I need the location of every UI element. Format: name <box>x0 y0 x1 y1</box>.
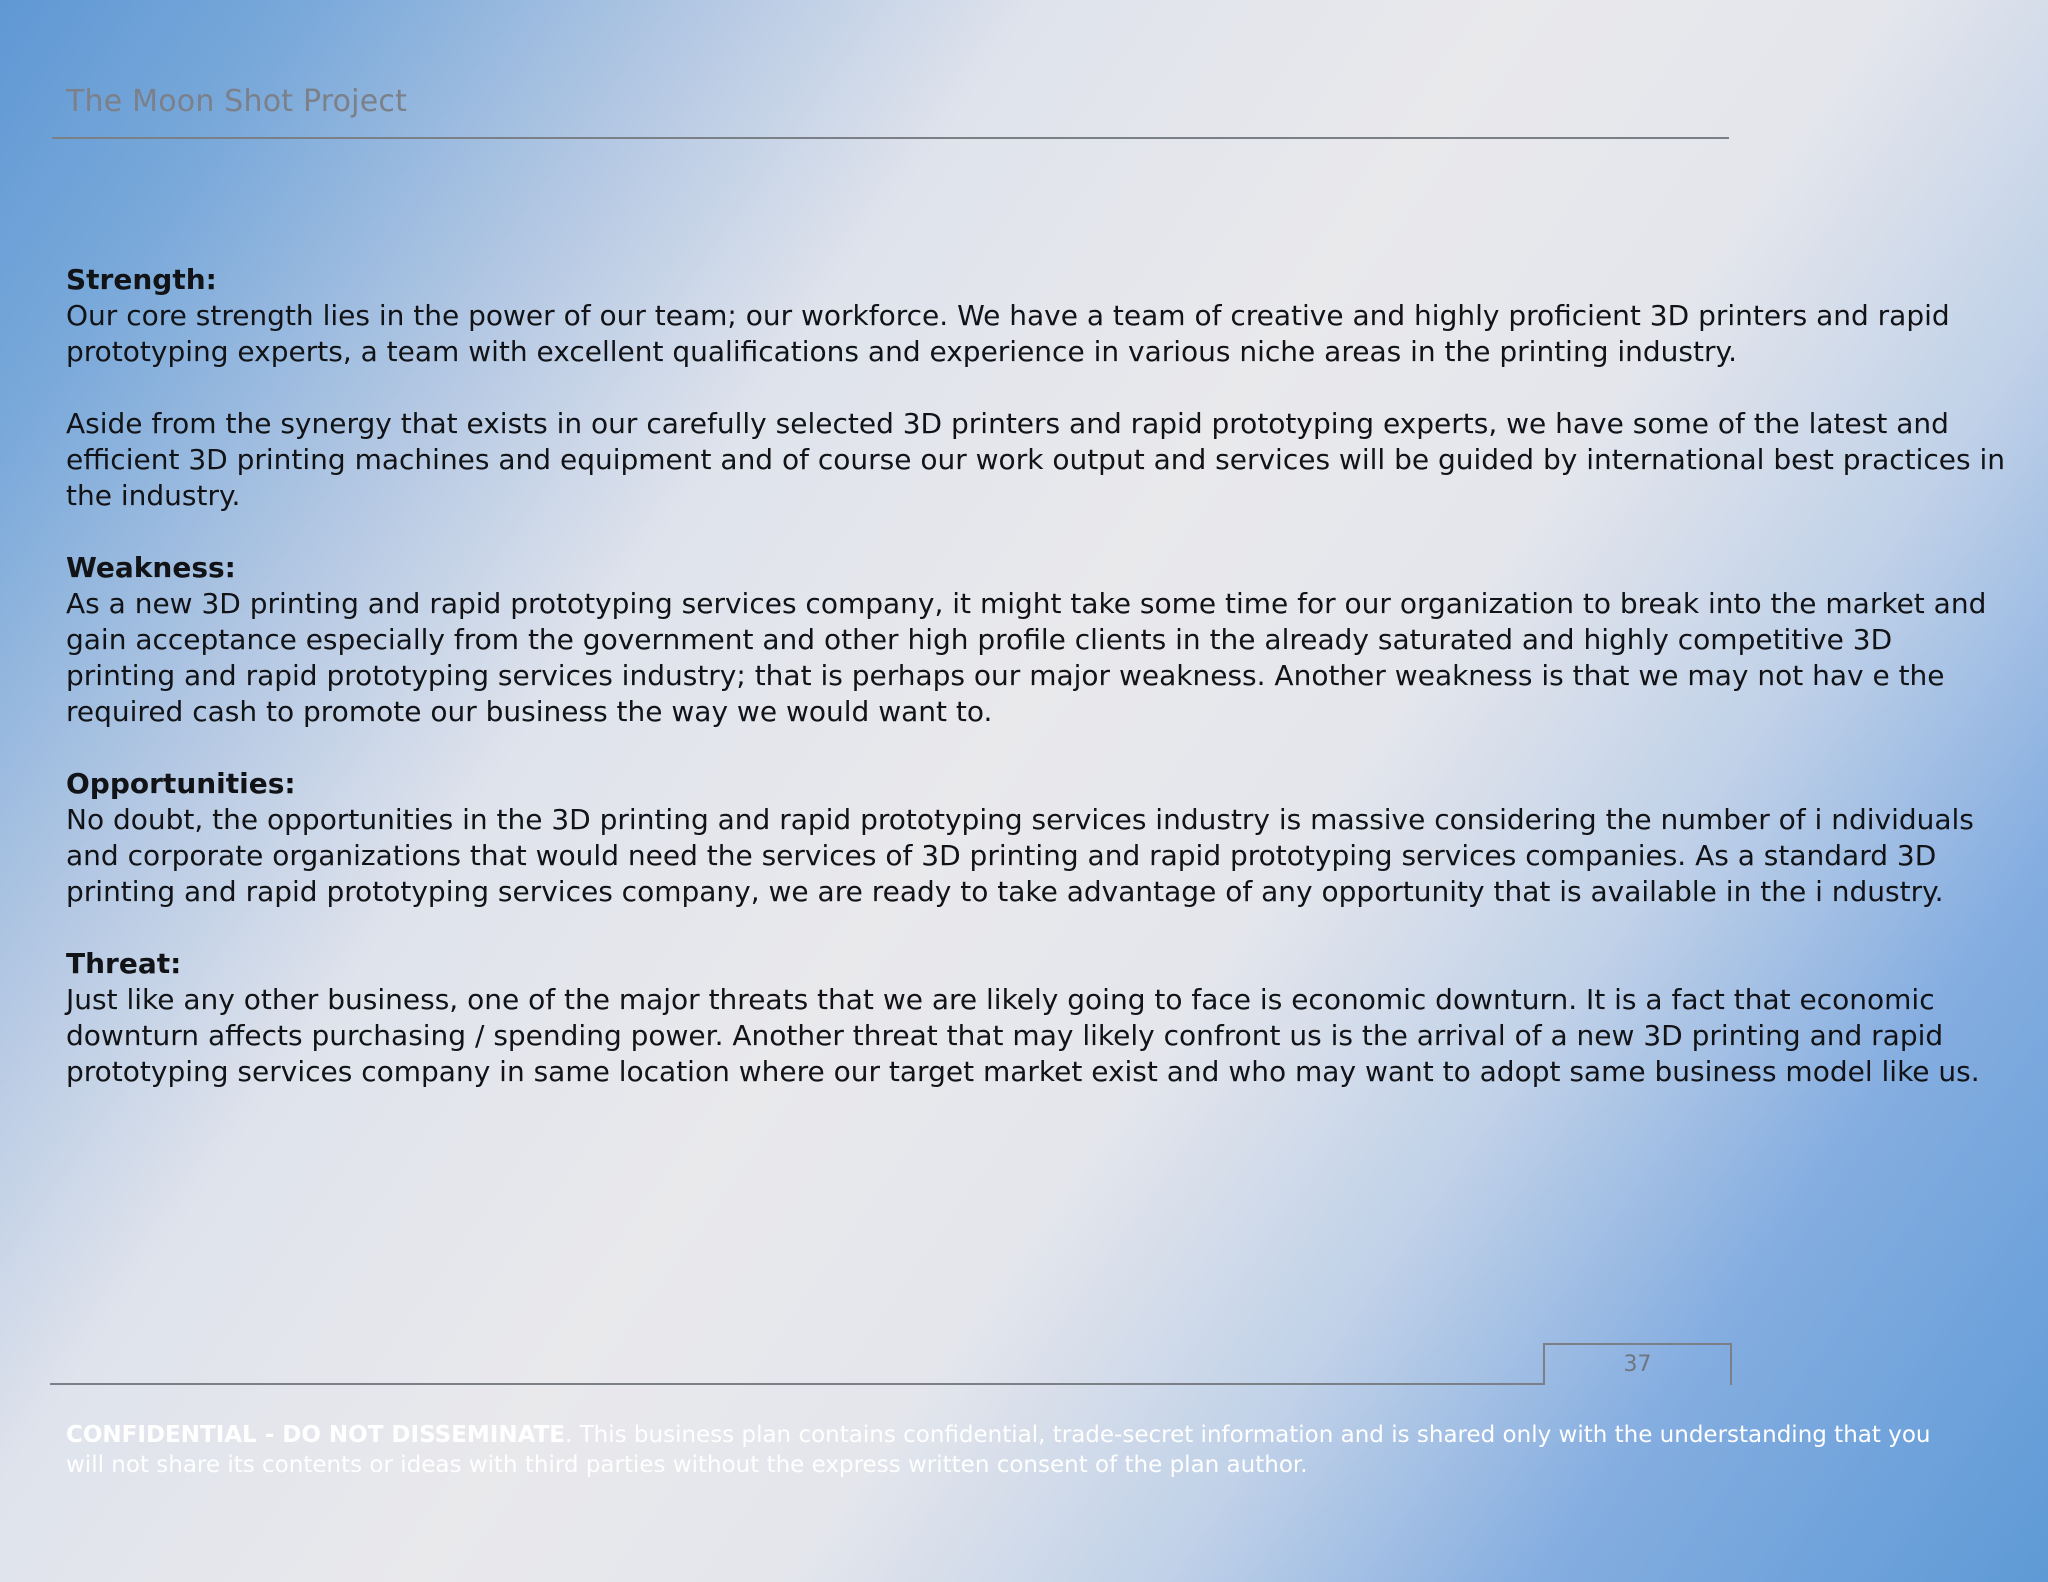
strength-section <box>66 262 2006 370</box>
header-divider <box>52 137 1729 139</box>
threat-section <box>66 946 2006 1090</box>
swot-content <box>66 262 2006 1126</box>
threat-heading: Threat: <box>66 947 182 980</box>
strength-paragraph-2: Aside from the synergy that exists in our carefully selected 3D printers and rapid prototyping experts, we have some of the latest and efficient 3D printing machines and equipment and of course our work output and services will be guided by international best practices in the industry. <box>66 407 2006 512</box>
page-header-title: The Moon Shot Project <box>66 84 408 119</box>
disclaimer-text: . This business plan contains confidential, trade-secret information and is shared only with the understanding that you will not share its contents or ideas with third parties without the express written consent of the plan author. <box>66 1422 1931 1478</box>
confidentiality-disclaimer <box>66 1420 1966 1480</box>
weakness-section <box>66 550 2006 730</box>
page-number-box <box>1543 1343 1732 1385</box>
strength-paragraph-2-block <box>66 406 2006 514</box>
weakness-paragraph: As a new 3D printing and rapid prototyping services company, it might take some time for our organization to break into the market and gain acceptance especially from the government and other high profile clients in the already saturated and highly competitive 3D printing and rapid prototyping services industry; that is perhaps our major weakness. Another weakness is that we may not hav e the required cash to promote our business the way we would want to. <box>66 587 1987 728</box>
page-number: 37 <box>1623 1352 1652 1377</box>
threat-paragraph: Just like any other business, one of the major threats that we are likely going to face is economic downturn. It is a fact that economic downturn affects purchasing / spending power. Another threat that may likely confront us is the arrival of a new 3D printing and rapid prototyping services company in same location where our target market exist and who may want to adopt same business model like us. <box>66 983 1980 1088</box>
strength-heading: Strength: <box>66 263 217 296</box>
strength-paragraph-1: Our core strength lies in the power of our team; our workforce. We have a team of creative and highly proficient 3D printers and rapid prototyping experts, a team with excellent qualifications and experience in various niche areas in the printing industry. <box>66 299 1950 368</box>
opportunities-section <box>66 766 2006 910</box>
opportunities-heading: Opportunities: <box>66 767 296 800</box>
opportunities-paragraph: No doubt, the opportunities in the 3D printing and rapid prototyping services industry is massive considering the number of i ndividuals and corporate organizations that would need the services of 3D printing and rapid prototyping services companies. As a standard 3D printing and rapid prototyping services company, we are ready to take advantage of any opportunity that is available in the i ndustry. <box>66 803 1974 908</box>
footer-divider <box>50 1383 1543 1385</box>
weakness-heading: Weakness: <box>66 551 236 584</box>
confidential-label: CONFIDENTIAL - DO NOT DISSEMINATE <box>66 1422 565 1448</box>
